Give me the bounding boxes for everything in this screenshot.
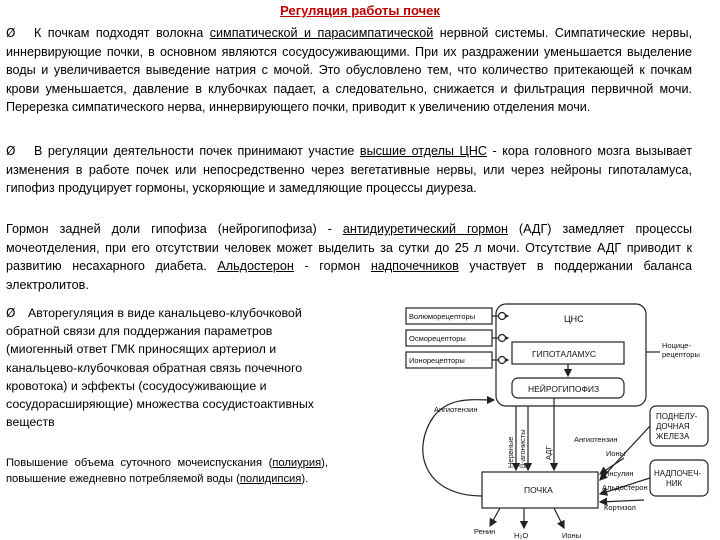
kidney-label: ПОЧКА bbox=[524, 485, 553, 495]
p3-underlined-adrenal: надпочечников bbox=[370, 259, 459, 274]
renin-label: Ренин bbox=[474, 527, 496, 536]
vertical-label-nerves: Нервные bbox=[506, 436, 515, 468]
parathyroid-label-3: ЖЕЛЕЗА bbox=[656, 432, 690, 441]
p3-underlined-aldosterone: Альдостерон bbox=[217, 259, 294, 274]
receptor-label-3: Ионорецепторы bbox=[409, 356, 465, 365]
vertical-label-adh: АДГ bbox=[544, 445, 553, 460]
adrenal-label-1: НАДПОЧЕЧ- bbox=[654, 469, 702, 478]
p2-text-2: - кора головного мозга вызывает изменения в работе почек или непосредственно через вегетативные нервы, или через нейроны гипоталамуса, гипофиз продуцирует гормоны, ускоряющие и замедляющие процессы диуреза. bbox=[6, 144, 692, 196]
bullet-icon: Ø bbox=[6, 26, 16, 40]
p1-text-1: К почкам подходят волокна bbox=[34, 26, 210, 40]
p2-underlined: высшие отделы ЦНС bbox=[359, 144, 487, 158]
parathyroid-label-2: ДОЧНАЯ bbox=[656, 422, 690, 431]
polydipsia-underlined: полидипсия bbox=[239, 472, 302, 485]
kidney-regulation-diagram bbox=[404, 300, 714, 540]
adrenal-label-2: НИК bbox=[666, 479, 683, 488]
water-label: Н₂О bbox=[514, 531, 529, 540]
p3-text-2: (АДГ) замедляет процессы мочеотделения, при его отсутствии человек может выделить за сутки до 25 л мочи. Отсутствие АДГ приводит к развитию несахарного диабета. bbox=[6, 222, 693, 274]
p3-underlined-adh: антидиуретический гормон bbox=[342, 222, 508, 236]
kidney-input-ions: Ионы bbox=[606, 449, 626, 458]
paragraph-polyuria bbox=[6, 456, 328, 487]
bullet-icon: Ø bbox=[6, 144, 16, 158]
kidney-input-insulin: Инсулин bbox=[604, 469, 634, 478]
p3-text-1: Гормон задней доли гипофиза (нейрогипофиза) - bbox=[6, 222, 343, 236]
ions-out-label: Ионы bbox=[562, 531, 582, 540]
p2-text-1: В регуляции деятельности почек принимают участие bbox=[34, 144, 360, 158]
kidney-input-cortisol: Кортизол bbox=[604, 503, 636, 512]
p3-text-4: участвует в поддержании баланса электролитов. bbox=[6, 259, 692, 292]
autoregulation-text: Авторегуляция в виде канальцево-клубочковой обратной связи для поддержания параметров (миогенный ответ ГМК приносящих артериол и канальцево-клубочковая обратная связь почечного кровотока) и эффекты (сосудосуживающие и сосудорасширяющие) множества сосудистоактивных веществ bbox=[6, 306, 314, 430]
polyuria-text-2: ), повышение ежедневно потребляемой воды ( bbox=[6, 457, 328, 485]
nociceptors-label-1: Ноцице- bbox=[662, 341, 691, 350]
parathyroid-label-1: ПОДНЕЛУ- bbox=[656, 412, 698, 421]
page-title: Регуляция работы почек bbox=[280, 3, 440, 18]
receptor-label-1: Волюморецепторы bbox=[409, 312, 476, 321]
polyuria-text-3: ). bbox=[301, 472, 309, 485]
paragraph-sympathetic bbox=[6, 24, 692, 117]
paragraph-adh bbox=[6, 220, 692, 294]
vertical-label-agonists: β-агонисты bbox=[518, 429, 527, 468]
adrenal-box bbox=[650, 460, 708, 496]
polyuria-underlined: полиурия bbox=[272, 457, 322, 469]
neurohypophysis-label: НЕЙРОГИПОФИЗ bbox=[528, 384, 600, 394]
receptor-label-2: Осморецепторы bbox=[409, 334, 466, 343]
angiotensin-right-label: Ангиотензин bbox=[574, 435, 618, 444]
paragraph-autoregulation bbox=[6, 304, 336, 431]
paragraph-cns bbox=[6, 142, 692, 198]
kidney-input-aldosterone: Альдостерон bbox=[602, 483, 648, 492]
nociceptors-label-2: рецепторы bbox=[662, 350, 700, 359]
p3-text-3: - гормон bbox=[293, 259, 371, 274]
hypothalamus-label: ГИПОТАЛАМУС bbox=[532, 349, 597, 359]
polyuria-text-1: Повышение объема суточного мочеиспускания ( bbox=[6, 457, 273, 469]
p1-text-2: нервной системы. Симпатические нервы, иннервирующие почки, в основном являются сосудосуживающими. При их раздражении уменьшается выделение воды и увеличивается выведение натрия с мочой. Это обусловлено тем, что количество притекающей к почкам крови уменьшается, давление в клубочках падает, а следовательно, снижается и фильтрация первичной мочи. Перерезка симпатического нерва, иннервирующего почки, приводит к увеличению отделения мочи. bbox=[6, 26, 692, 115]
angiotensin-left-label: Ангиотензин bbox=[434, 405, 478, 414]
cns-label: ЦНС bbox=[564, 314, 584, 324]
p1-underlined: симпатической и парасимпатической bbox=[209, 26, 434, 40]
bullet-icon: Ø bbox=[6, 306, 16, 320]
